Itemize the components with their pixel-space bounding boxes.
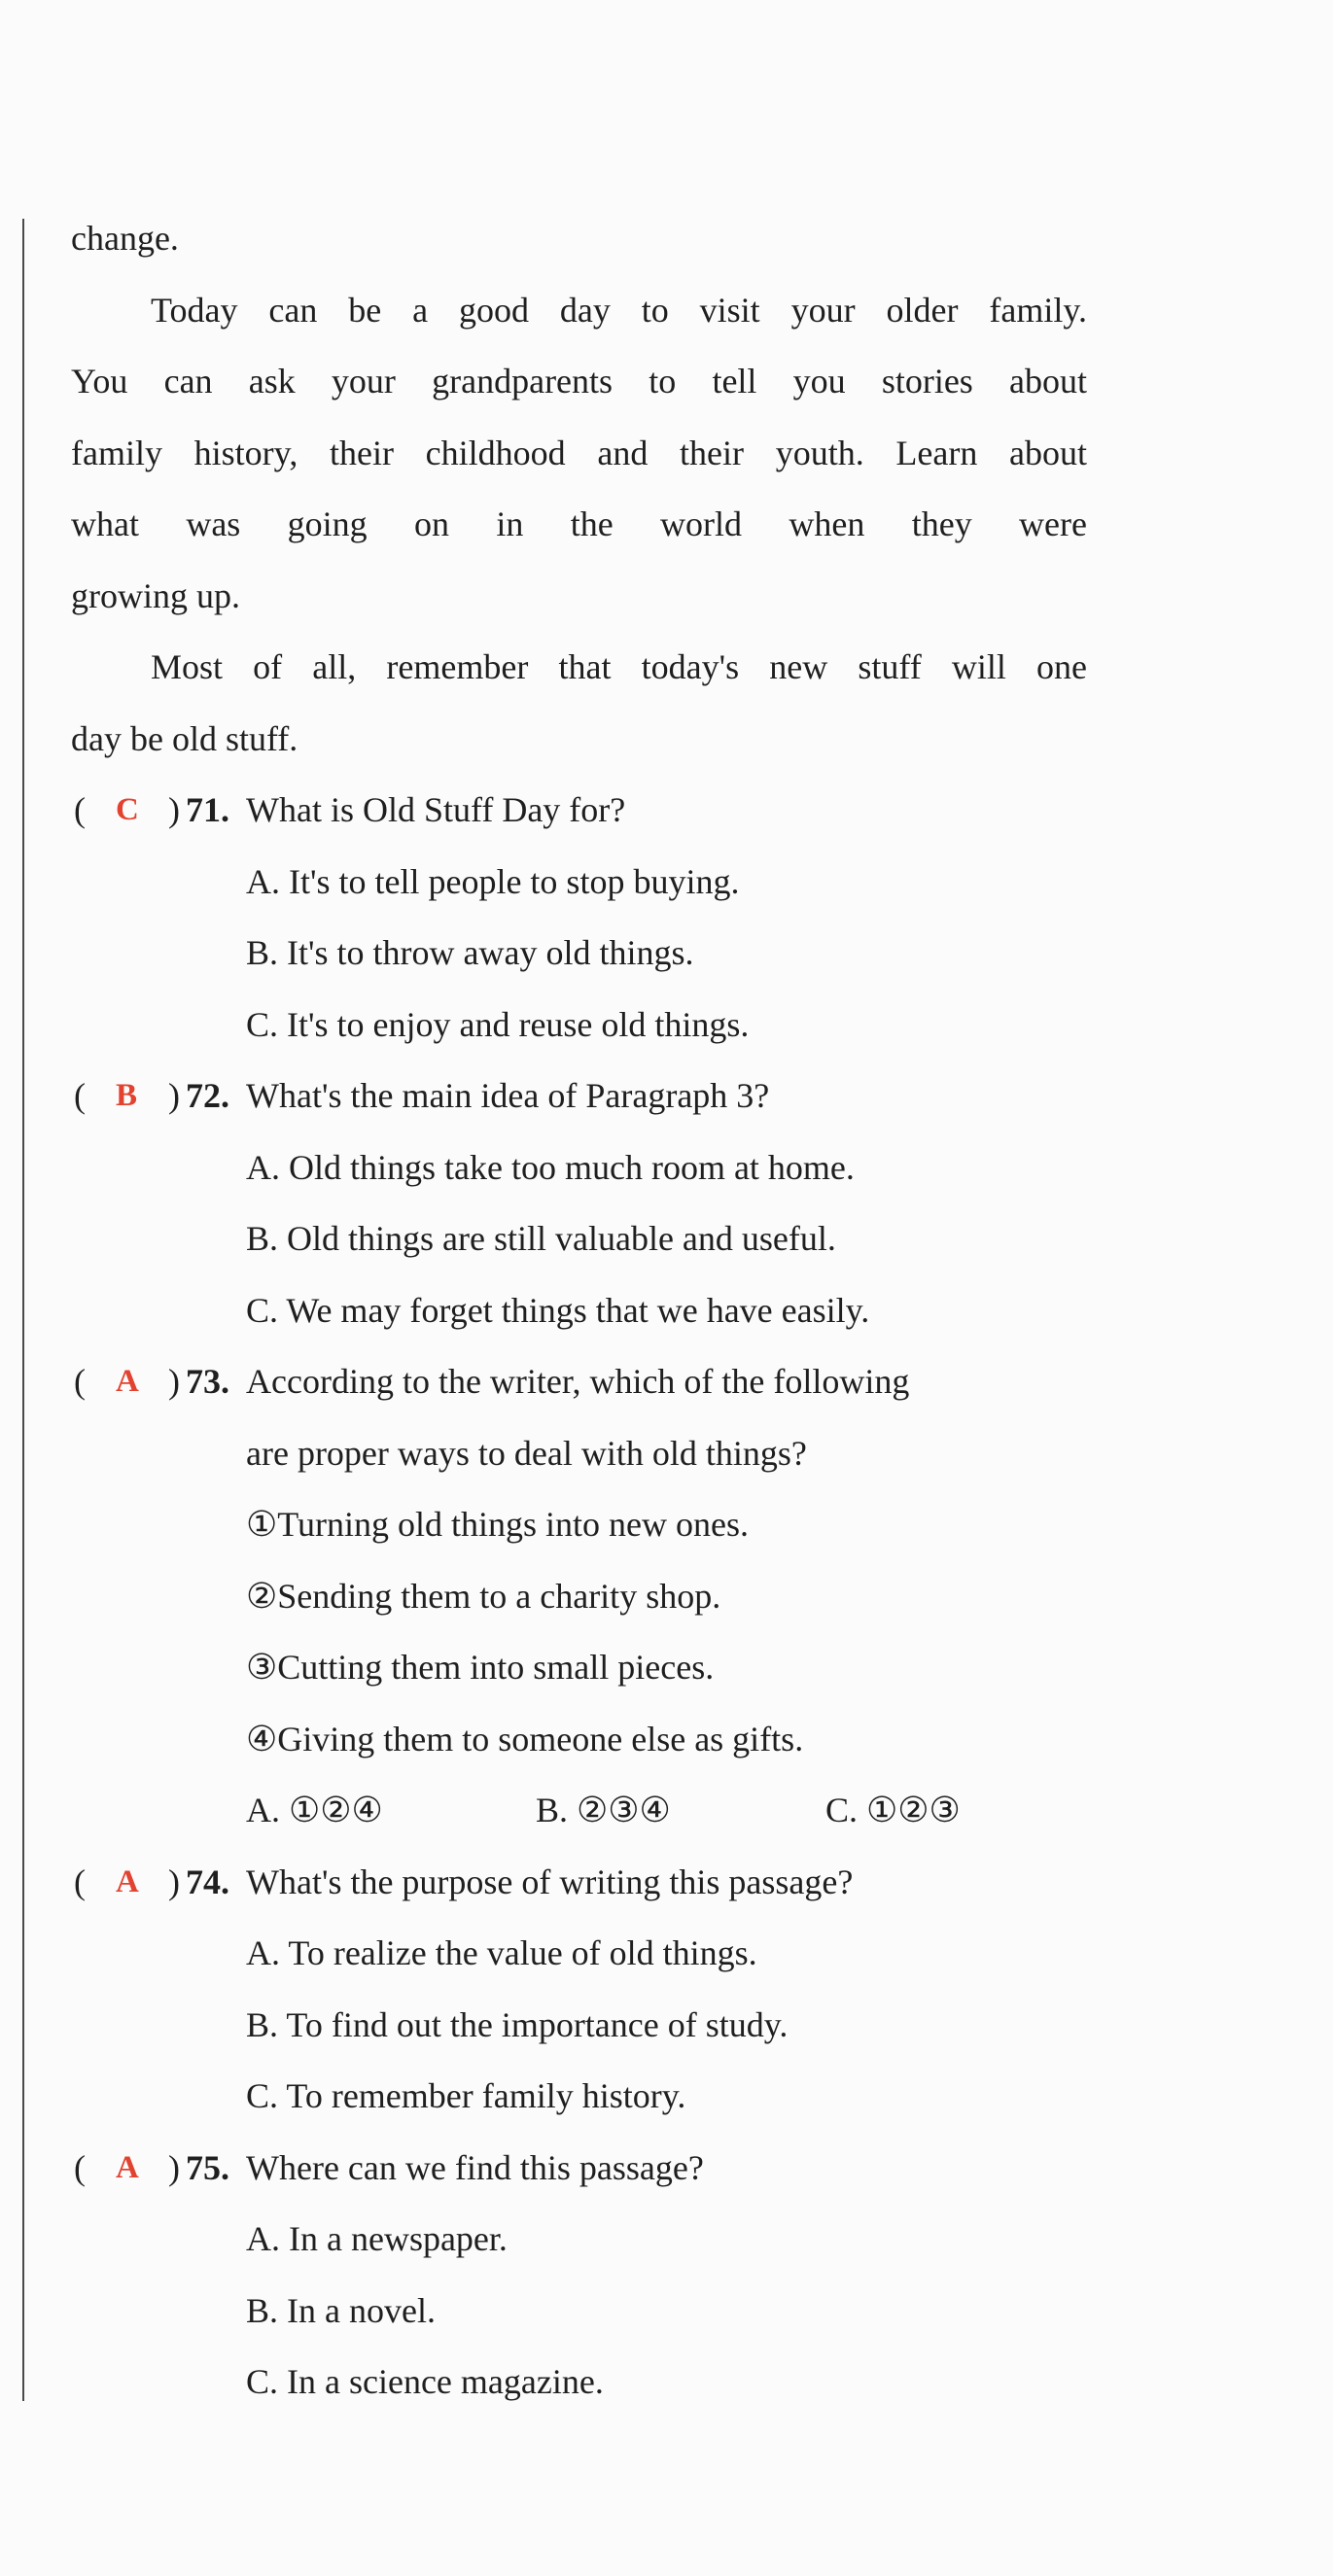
passage-line: what was going on in the world when they were: [71, 505, 1087, 543]
option-a: A. It's to tell people to stop buying.: [246, 861, 740, 901]
option-c: C. To remember family history.: [246, 2076, 686, 2115]
answer-letter: A: [116, 1863, 139, 1899]
option-a: A. In a newspaper.: [246, 2219, 508, 2258]
passage-line: day be old stuff.: [71, 718, 298, 758]
question-stem: What's the purpose of writing this passage?: [246, 1862, 854, 1901]
answer-letter: B: [116, 1078, 138, 1113]
option-c: C. ①②③: [825, 1791, 961, 1829]
question-stem: What's the main idea of Paragraph 3?: [246, 1076, 770, 1115]
margin-rule: [22, 219, 24, 2401]
answer-paren-open: (: [74, 1362, 86, 1401]
question-73: [71, 1352, 1087, 1424]
answer-letter: C: [116, 792, 139, 827]
option-row: [71, 1781, 1087, 1853]
passage-line: family history, their childhood and their youth. Learn about: [71, 433, 1087, 472]
question-number: 74.: [186, 1862, 229, 1901]
option-b: B. Old things are still valuable and useful.: [246, 1219, 836, 1258]
question-number: 71.: [186, 790, 229, 829]
option-c: C. In a science magazine.: [246, 2362, 604, 2401]
choice-item: ③Cutting them into small pieces.: [246, 1648, 715, 1687]
worksheet-page: [71, 209, 1087, 2424]
passage-line: change.: [71, 219, 179, 258]
option-b: B. ②③④: [536, 1791, 671, 1829]
answer-letter: A: [116, 2149, 139, 2185]
question-75: [71, 2139, 1087, 2210]
question-number: 73.: [186, 1362, 229, 1401]
answer-paren-open: (: [74, 1076, 86, 1115]
answer-paren-close: ): [168, 1362, 180, 1401]
option-c: C. We may forget things that we have easily.: [246, 1290, 870, 1330]
choice-item: ④Giving them to someone else as gifts.: [246, 1719, 804, 1758]
question-stem: What is Old Stuff Day for?: [246, 790, 626, 829]
answer-paren-close: ): [168, 1076, 180, 1115]
question-74: [71, 1853, 1087, 1925]
answer-paren-close: ): [168, 1862, 180, 1901]
option-c: C. It's to enjoy and reuse old things.: [246, 1004, 750, 1044]
option-a: A. To realize the value of old things.: [246, 1933, 757, 1972]
question-72: [71, 1066, 1087, 1138]
answer-paren-open: (: [74, 1862, 86, 1901]
answer-letter: A: [116, 1364, 139, 1399]
option-a: A. ①②④: [246, 1791, 383, 1829]
question-stem: According to the writer, which of the following: [246, 1362, 910, 1401]
question-stem: Where can we find this passage?: [246, 2147, 704, 2187]
question-number: 72.: [186, 1076, 229, 1115]
question-number: 75.: [186, 2147, 229, 2187]
passage-line: Most of all, remember that today's new stuff will one: [151, 647, 1087, 686]
answer-paren-open: (: [74, 790, 86, 829]
choice-item: ①Turning old things into new ones.: [246, 1505, 749, 1544]
answer-paren-close: ): [168, 2147, 180, 2187]
answer-paren-open: (: [74, 2147, 86, 2187]
question-stem-continued: are proper ways to deal with old things?: [246, 1433, 807, 1473]
choice-item: ②Sending them to a charity shop.: [246, 1576, 721, 1616]
option-b: B. To find out the importance of study.: [246, 2004, 789, 2044]
answer-paren-close: ): [168, 790, 180, 829]
question-71: [71, 781, 1087, 853]
passage-line: You can ask your grandparents to tell you stories about: [71, 362, 1087, 400]
passage-line: Today can be a good day to visit your older family.: [151, 290, 1087, 330]
option-b: B. It's to throw away old things.: [246, 933, 694, 972]
option-b: B. In a novel.: [246, 2290, 436, 2330]
option-a: A. Old things take too much room at home.: [246, 1147, 855, 1187]
passage-line: growing up.: [71, 575, 240, 615]
